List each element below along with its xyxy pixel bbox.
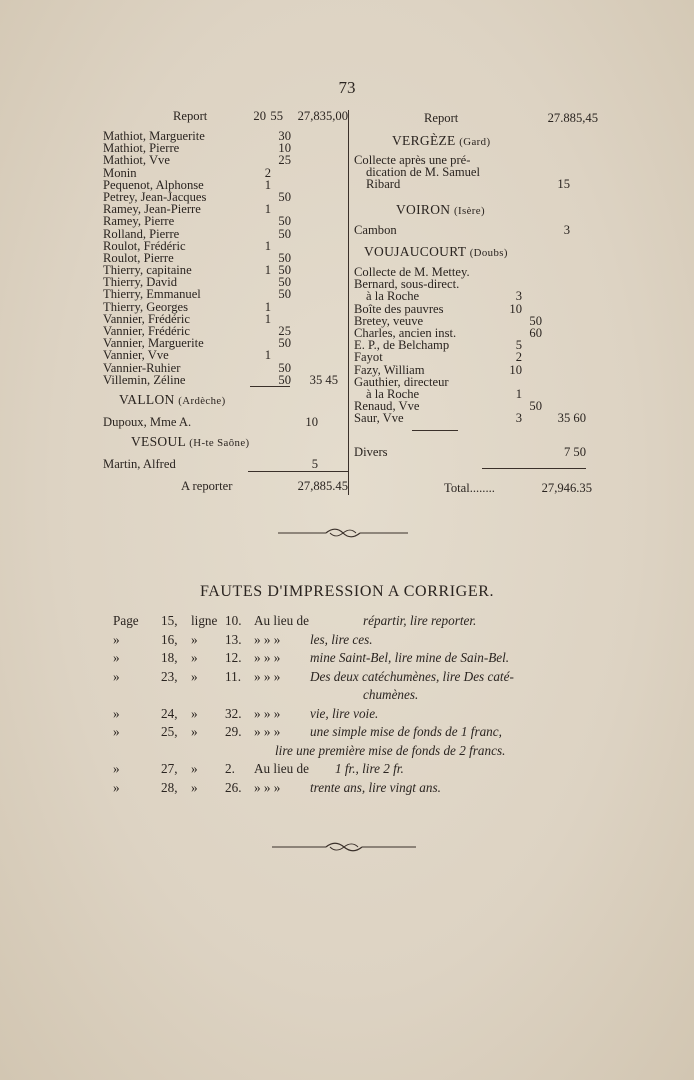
errata-au-lieu: Au lieu de — [254, 613, 309, 628]
entry-name: Fazy, William — [354, 362, 425, 377]
left-carry-rule — [248, 471, 348, 472]
voujaucourt-entry-row — [354, 290, 600, 302]
vergeze-line-3 — [354, 178, 600, 190]
vergeze-name: VERGÈZE — [392, 133, 456, 148]
left-entry-row — [103, 374, 348, 386]
entry-francs: 3 — [515, 411, 522, 426]
left-entry-row — [103, 301, 348, 313]
vesoul-name: VESOUL — [131, 434, 186, 449]
errata-page: Page — [113, 613, 139, 628]
vallon-name: VALLON — [119, 392, 175, 407]
errata-row — [113, 705, 593, 724]
entry-name: Bernard, sous-direct. — [354, 277, 460, 292]
entry-name: Ramey, Jean-Pierre — [103, 202, 201, 217]
entry-cents: 50 — [529, 313, 542, 328]
vallon-entry — [103, 416, 348, 428]
vergeze-title — [392, 133, 638, 149]
entry-cents: 50 — [278, 275, 291, 290]
voiron-amount: 3 — [563, 223, 570, 237]
errata-line-word: ligne — [191, 613, 218, 628]
errata-line-word: » — [191, 631, 198, 647]
entry-francs: 5 — [515, 338, 522, 353]
right-column — [354, 108, 600, 495]
left-carry-total: 27,885.45 — [297, 479, 348, 493]
entry-francs: 1 — [264, 299, 271, 314]
errata-page: » — [113, 761, 120, 776]
right-report-label: Report — [424, 111, 459, 125]
entry-name: à la Roche — [366, 289, 420, 304]
entry-cents: 50 — [278, 250, 291, 265]
errata-au-lieu: » » » — [254, 668, 281, 684]
entry-francs: 10 — [509, 301, 522, 316]
total-label: Total........ — [444, 481, 495, 495]
entry-cents: 50 — [278, 360, 291, 375]
errata-page-number: 24, — [161, 705, 178, 721]
entry-name: Mathiot, Pierre — [103, 141, 180, 156]
entry-cents: 30 — [278, 129, 291, 143]
errata-page-number: 28, — [161, 779, 178, 795]
errata-page-number: 16, — [161, 631, 178, 647]
entry-name: Thierry, David — [103, 275, 178, 290]
errata-row — [113, 779, 593, 798]
entry-cents: 50 — [278, 336, 291, 351]
errata-line-number: 2. — [225, 761, 235, 776]
voiron-entry-name: Cambon — [354, 223, 397, 237]
errata-row — [113, 631, 593, 650]
entry-name: Roulot, Pierre — [103, 250, 174, 265]
errata-page-number: 18, — [161, 650, 178, 665]
entry-cents: 60 — [529, 325, 542, 340]
left-report-total: 27,835,00 — [297, 109, 348, 123]
left-report-francs: 20 — [253, 109, 266, 123]
errata-au-lieu: » » » — [254, 724, 281, 739]
entry-name: Petrey, Jean-Jacques — [103, 189, 207, 204]
errata-line-word: » — [191, 705, 198, 721]
entry-name: Ramey, Pierre — [103, 214, 175, 229]
entry-name: Villemin, Zéline — [103, 372, 186, 387]
entry-name: Saur, Vve — [354, 411, 404, 426]
column-divider — [348, 110, 349, 495]
entry-name: Renaud, Vve — [354, 399, 420, 414]
entry-name: Pequenot, Alphonse — [103, 177, 204, 192]
left-column — [103, 108, 348, 493]
total-amount: 27,946.35 — [541, 481, 592, 495]
errata-line-word: » — [191, 724, 198, 739]
errata-row — [113, 649, 593, 668]
vergeze-section — [354, 133, 600, 191]
right-subtotal-rule — [412, 430, 458, 431]
errata-line-number: 10. — [225, 613, 242, 628]
voujaucourt-section — [354, 244, 600, 424]
left-subtotal-rule — [250, 386, 290, 387]
entry-cents: 50 — [278, 372, 291, 387]
left-report-row — [103, 108, 348, 124]
voujaucourt-entry-row — [354, 339, 600, 351]
vallon-region: (Ardèche) — [178, 395, 226, 407]
entry-francs: 10 — [509, 362, 522, 377]
voujaucourt-region: (Doubs) — [469, 247, 508, 259]
vesoul-title — [131, 434, 376, 450]
entry-subtotal: 35 60 — [557, 411, 586, 426]
errata-row — [113, 686, 593, 705]
errata-correction: les, lire ces. — [310, 631, 373, 647]
ornament-divider-2 — [272, 840, 416, 854]
errata-page-number: 15, — [161, 613, 178, 628]
errata-correction: répartir, lire reporter. — [363, 613, 477, 628]
entry-name: Vannier, Frédéric — [103, 311, 190, 326]
entry-francs: 1 — [515, 386, 522, 401]
entry-cents: 50 — [278, 214, 291, 229]
left-entry-row — [103, 154, 348, 166]
voiron-section — [354, 202, 600, 236]
left-entry-row — [103, 215, 348, 227]
errata-au-lieu: Au lieu de — [254, 761, 309, 776]
errata-line-number: 12. — [225, 650, 242, 665]
left-entry-row — [103, 228, 348, 240]
errata-title: FAUTES D'IMPRESSION A CORRIGER. — [199, 583, 495, 600]
entry-name: Roulot, Frédéric — [103, 238, 186, 253]
left-carry-label: A reporter — [181, 479, 233, 493]
voiron-name: VOIRON — [396, 202, 451, 217]
divers-row — [354, 443, 600, 461]
entry-name: Rolland, Pierre — [103, 226, 180, 241]
errata-line-word: » — [191, 650, 198, 665]
entry-name: Mathiot, Marguerite — [103, 129, 205, 143]
errata-page-number: 25, — [161, 724, 178, 739]
voujaucourt-entry-row — [354, 303, 600, 315]
entry-cents: 50 — [529, 399, 542, 414]
entry-name: Gauthier, directeur — [354, 374, 449, 389]
voujaucourt-entry-row — [354, 364, 600, 376]
errata-correction: trente ans, lire vingt ans. — [310, 779, 441, 795]
errata-correction: une simple mise de fonds de 1 franc, — [310, 724, 502, 739]
vesoul-entry-amount: 5 — [311, 457, 318, 471]
entry-cents: 50 — [278, 263, 291, 278]
errata-row — [113, 723, 593, 742]
entry-francs: 1 — [264, 311, 271, 326]
errata-page-number: 27, — [161, 761, 178, 776]
left-report-cents: 55 — [270, 109, 283, 123]
errata-page: » — [113, 668, 120, 684]
entry-name: Thierry, Georges — [103, 299, 188, 314]
errata-line-number: 13. — [225, 631, 242, 647]
entry-name: à la Roche — [366, 386, 420, 401]
entry-francs: 1 — [264, 263, 271, 278]
left-entry-row — [103, 349, 348, 361]
errata-page-number: 23, — [161, 668, 178, 684]
voiron-title — [396, 202, 642, 218]
right-report-total: 27.885,45 — [547, 111, 598, 125]
entry-name: Monin — [103, 165, 137, 180]
left-entries — [103, 130, 348, 386]
errata-au-lieu: » » » — [254, 631, 281, 647]
entry-name: Vannier-Ruhier — [103, 360, 181, 375]
vallon-entry-name: Dupoux, Mme A. — [103, 415, 192, 429]
entry-cents: 50 — [278, 287, 291, 302]
entry-cents: 10 — [278, 141, 291, 156]
errata-line-number: 32. — [225, 705, 242, 721]
vesoul-entry-name: Martin, Alfred — [103, 457, 176, 471]
page-number: 73 — [338, 78, 356, 97]
entry-francs: 1 — [264, 177, 271, 192]
entry-name: Charles, ancien inst. — [354, 325, 457, 340]
vesoul-region: (H-te Saône) — [189, 437, 250, 449]
entry-name: Vannier, Marguerite — [103, 336, 204, 351]
left-entry-row — [103, 362, 348, 374]
voujaucourt-entry-row — [354, 351, 600, 363]
errata-correction: 1 fr., lire 2 fr. — [335, 761, 404, 776]
errata-page: » — [113, 779, 120, 795]
errata-correction: chumènes. — [363, 687, 419, 702]
entry-cents: 50 — [278, 226, 291, 241]
entry-name: Mathiot, Vve — [103, 153, 170, 168]
vallon-section — [103, 392, 348, 428]
voujaucourt-title — [364, 244, 610, 260]
voiron-entry — [354, 224, 600, 236]
errata-line-number: 29. — [225, 724, 242, 739]
entry-francs: 1 — [264, 238, 271, 253]
entry-francs: 3 — [515, 289, 522, 304]
vesoul-section — [103, 434, 348, 470]
entry-name: E. P., de Belchamp — [354, 338, 450, 353]
entry-cents: 50 — [278, 189, 291, 204]
voujaucourt-name: VOUJAUCOURT — [364, 244, 466, 259]
errata-correction: lire une première mise de fonds de 2 francs. — [275, 742, 506, 758]
errata-list — [113, 612, 593, 797]
errata-page: » — [113, 724, 120, 739]
errata-row — [113, 760, 593, 779]
voujaucourt-entries — [354, 266, 600, 424]
entry-francs: 1 — [264, 348, 271, 363]
right-total-rule — [482, 468, 586, 469]
right-report-row — [354, 108, 600, 128]
errata-au-lieu: » » » — [254, 779, 281, 795]
divers-amount: 7 50 — [563, 445, 586, 459]
errata-line-number: 26. — [225, 779, 242, 795]
total-row — [354, 479, 600, 497]
vergeze-line-1-text: Collecte après une pré- — [354, 153, 471, 167]
errata-line-number: 11. — [225, 668, 241, 684]
errata-line-word: » — [191, 779, 198, 795]
errata-au-lieu: » » » — [254, 705, 281, 721]
vallon-title — [119, 392, 364, 408]
errata-correction: Des deux catéchumènes, lire Des caté- — [310, 668, 514, 684]
entry-name: Thierry, capitaine — [103, 263, 192, 278]
errata-correction: vie, lire voie. — [310, 705, 379, 721]
errata-row — [113, 668, 593, 687]
errata-line-word: » — [191, 668, 198, 684]
entry-name: Collecte de M. Mettey. — [354, 265, 470, 279]
errata-row — [113, 742, 593, 761]
vergeze-line-3-text: Ribard — [366, 177, 401, 192]
vallon-entry-amount: 10 — [305, 415, 318, 429]
entry-name: Fayot — [354, 350, 383, 365]
divers-label: Divers — [354, 445, 388, 459]
errata-page: » — [113, 705, 120, 721]
entry-francs: 2 — [515, 350, 522, 365]
entry-francs: 1 — [264, 202, 271, 217]
voujaucourt-entry-row — [354, 412, 600, 424]
entry-cents: 25 — [278, 324, 291, 338]
left-carry-row — [103, 477, 348, 495]
entry-francs: 2 — [264, 165, 271, 180]
entry-subtotal: 35 45 — [309, 372, 338, 387]
entry-name: Vannier, Vve — [103, 348, 169, 363]
left-entry-row — [103, 288, 348, 300]
left-report-label: Report — [173, 109, 208, 123]
errata-row — [113, 612, 593, 631]
errata-line-word: » — [191, 761, 198, 776]
ornament-divider-1 — [278, 526, 408, 540]
entry-cents: 25 — [278, 153, 291, 168]
errata-page: » — [113, 650, 120, 665]
vesoul-entry — [103, 458, 348, 470]
vergeze-region: (Gard) — [459, 136, 491, 148]
entry-name: Thierry, Emmanuel — [103, 287, 201, 302]
vergeze-amount: 15 — [557, 177, 570, 192]
entry-name: Vannier, Frédéric — [103, 324, 190, 338]
entry-name: Bretey, veuve — [354, 313, 424, 328]
errata-au-lieu: » » » — [254, 650, 281, 665]
errata-correction: mine Saint-Bel, lire mine de Sain-Bel. — [310, 650, 510, 665]
vergeze-line-2-text: dication de M. Samuel — [366, 165, 481, 180]
voiron-region: (Isère) — [454, 205, 485, 217]
errata-page: » — [113, 631, 120, 647]
entry-name: Boîte des pauvres — [354, 301, 444, 316]
left-entry-row — [103, 167, 348, 179]
